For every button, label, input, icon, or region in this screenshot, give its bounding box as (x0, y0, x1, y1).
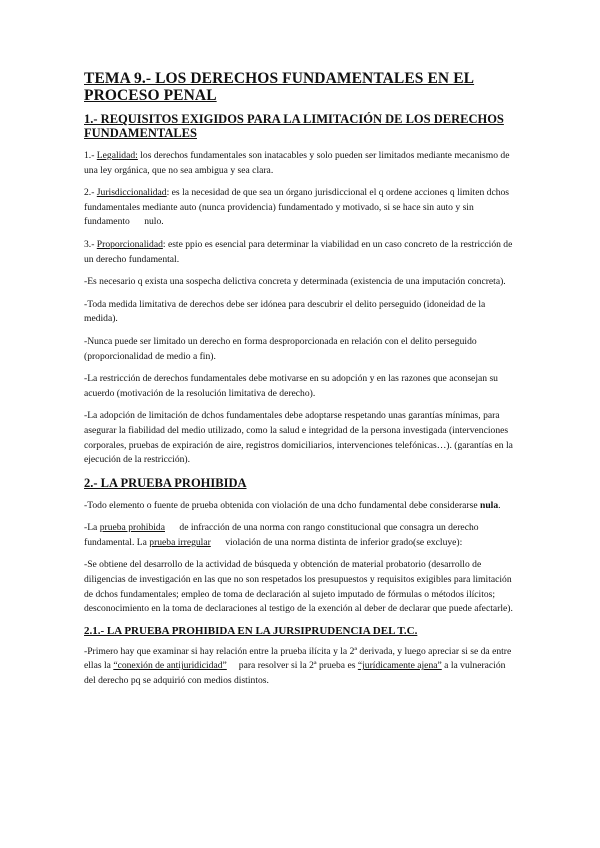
paragraph-end: . (498, 499, 501, 511)
paragraph-text: -La (84, 522, 100, 534)
page-title: TEMA 9.- LOS DERECHOS FUNDAMENTALES EN EL PROCESO PENAL (84, 70, 475, 104)
paragraph-prefix: 1.- (84, 150, 97, 161)
section-2-heading: 2.- LA PRUEBA PROHIBIDA (84, 475, 247, 490)
paragraph-text: : este ppio es esencial para determinar la viabilidad en un caso concreto de la restricción de un derecho fundamental. (84, 238, 513, 265)
paragraph-text: : es la necesidad de que sea un órgano jurisdiccional el q ordene acciones q limiten dchos fundamentales mediante auto (nunca providencia) fundamentado y motivado, si se hace sin auto y sin fundamento nulo. (84, 187, 512, 228)
paragraph-nula (84, 499, 514, 514)
term-jurisdiccionalidad: Jurisdiccionalidad (96, 187, 167, 199)
term-conexion-antijuridicidad: “conexión de antijuridicidad” (113, 660, 227, 672)
term-prueba-prohibida: prueba prohibida (99, 522, 165, 534)
term-prueba-irregular: prueba irregular (149, 536, 211, 548)
term-proporcionalidad: Proporcionalidad (96, 238, 163, 250)
section-1-heading: 1.- REQUISITOS EXIGIDOS PARA LA LIMITACIÓN DE LOS DERECHOS FUNDAMENTALES (84, 112, 504, 140)
term-legalidad: Legalidad: (96, 150, 138, 161)
paragraph-obtencion: -Se obtiene del desarrollo de la actividad de búsqueda y obtención de material probatorio (desarrollo de diligencias de investigación en las que no son respetados los presupuestos y requisitos exigibles para limitación de dchos fundamentales; empleo de toma de declaración al sujeto imputado de fórmulas o métodos ilícitos; desconocimiento en la toma de declaraciones al testigo de la exención al deber de declarar que puede afectarle). (84, 559, 513, 615)
paragraph-legalidad (84, 149, 514, 178)
paragraph-text: -Todo elemento o fuente de prueba obtenida con violación de una dcho fundamental debe considerarse (84, 499, 480, 511)
paragraph-prefix: 2.- (84, 187, 97, 199)
paragraph-prefix: 3.- (84, 238, 97, 250)
paragraph-text: a la vulneración del derecho pq se adquirió con medios distintos. (84, 660, 508, 687)
paragraph-conexion (84, 645, 514, 689)
paragraph-garantias: -La adopción de limitación de dchos fundamentales debe adoptarse respetando unas garantías mínimas, para asegurar la fiabilidad del medio utilizado, como la salud e integridad de la persona investigada (intervenciones corporales, pruebas de expiración de aire, registros domiciliarios, intervenciones telefónicas…). (garantías en la ejecución de la restricción). (84, 410, 513, 466)
paragraph-proporcion: -Nunca puede ser limitado un derecho en forma desproporcionada en relación con el delito perseguido (proporcionalidad de medio a fin). (84, 335, 477, 362)
paragraph-text: -Primero hay que examinar si hay relación entre la prueba ilícita y la 2ª derivada, y luego apreciar si se da entre ellas la (84, 645, 514, 672)
paragraph-text: de infracción de una norma con rango constitucional que consagra un derecho fundamental. La (84, 522, 481, 548)
paragraph-sospecha: -Es necesario q exista una sospecha delictiva concreta y determinada (existencia de una imputación concreta). (84, 276, 506, 288)
document-body (84, 70, 514, 697)
paragraph-text: los derechos fundamentales son inatacables y solo pueden ser limitados mediante mecanismo de una ley orgánica, que no sea ambigua y sea clara. (84, 150, 510, 176)
paragraph-text: violación de una norma distinta de inferior grado(se excluye): (210, 536, 463, 548)
paragraph-prueba-prohibida (84, 521, 514, 550)
paragraph-proporcionalidad (84, 238, 514, 267)
paragraph-idoneidad: -Toda medida limitativa de derechos debe ser idónea para descubrir el delito perseguido (idoneidad de la medida). (84, 298, 486, 325)
term-juridicamente-ajena: “jurídicamente ajena” (357, 660, 442, 672)
paragraph-motivacion: -La restricción de derechos fundamentales debe motivarse en su adopción y en las razones que aconsejan su acuerdo (motivación de la resolución limitativa de derecho). (84, 373, 498, 399)
term-nula: nula (480, 499, 499, 511)
section-2-1-heading: 2.1.- LA PRUEBA PROHIBIDA EN LA JURSIPRUDENCIA DEL T.C. (84, 624, 418, 637)
paragraph-text: para resolver si la 2ª prueba es (226, 660, 358, 672)
paragraph-jurisdiccionalidad (84, 186, 514, 230)
